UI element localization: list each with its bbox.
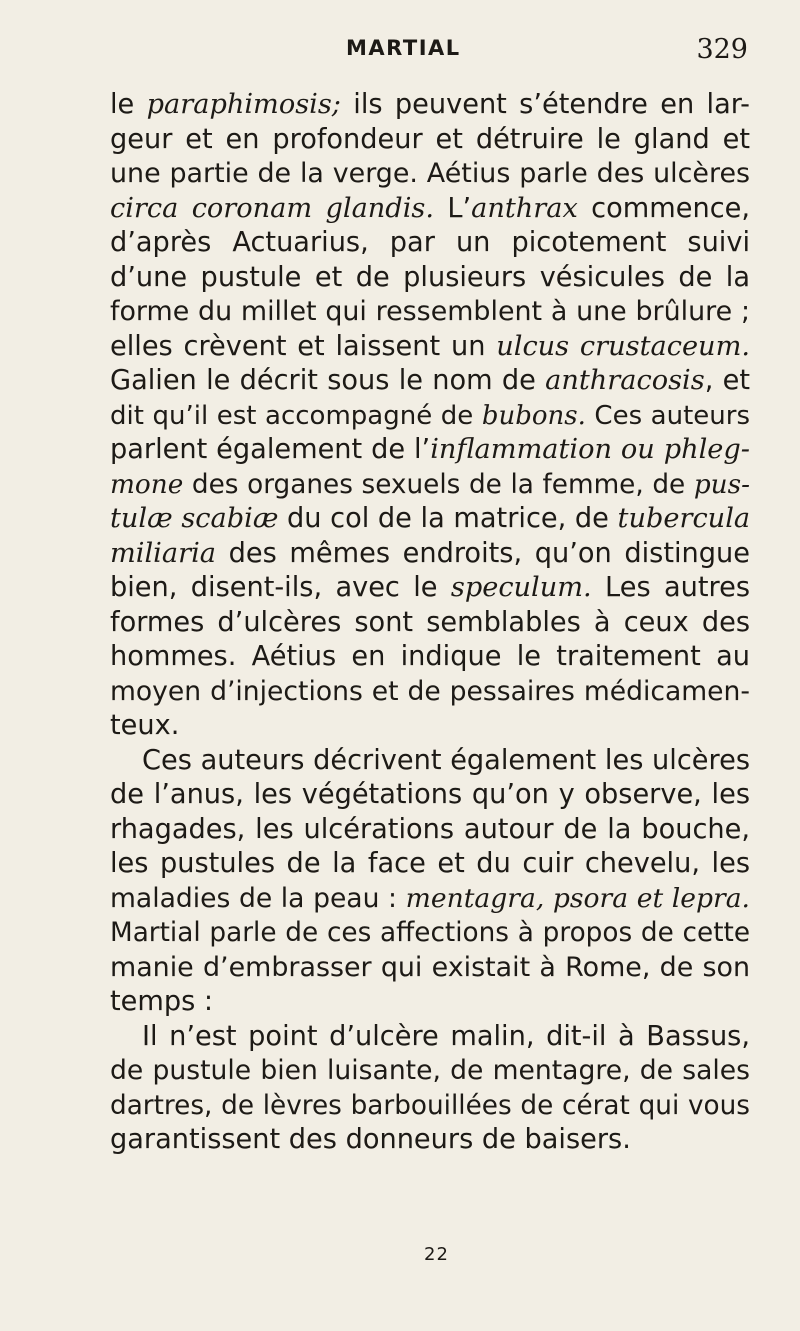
running-head: MARTIAL xyxy=(346,36,461,60)
roman-text: Les autres xyxy=(591,572,750,603)
italic-text: pus- xyxy=(693,469,750,500)
roman-text: de pustule bien luisante, de mentagre, de sales xyxy=(110,1055,750,1086)
text-line xyxy=(110,1123,750,1158)
roman-text: commence, xyxy=(577,192,751,224)
text-line xyxy=(110,261,750,296)
roman-text: temps : xyxy=(110,986,214,1017)
text-line xyxy=(110,123,750,158)
roman-text: teux. xyxy=(110,710,180,741)
italic-text: bubons. xyxy=(481,400,586,431)
roman-text: Il n’est point d’ulcère malin, dit-il à Bassus, xyxy=(142,1020,750,1052)
text-line xyxy=(110,330,750,365)
text-line xyxy=(110,1054,750,1089)
roman-text: dit qu’il est accompagné de xyxy=(110,400,482,431)
roman-text: les pustules de la face et du cuir chevelu, les xyxy=(110,848,750,879)
text-line xyxy=(110,882,750,917)
roman-text: parlent également de l’ xyxy=(110,434,431,465)
text-line xyxy=(110,226,750,261)
roman-text: formes d’ulcères sont semblables à ceux des xyxy=(110,606,750,638)
italic-text: speculum. xyxy=(450,572,592,603)
text-line xyxy=(110,640,750,675)
italic-text: tubercula xyxy=(617,503,751,534)
text-line xyxy=(110,606,750,641)
roman-text: manie d’embrasser qui existait à Rome, de son xyxy=(110,951,750,983)
text-line xyxy=(110,847,750,882)
text-line xyxy=(110,985,750,1020)
roman-text: Ces auteurs décrivent également les ulcères xyxy=(142,744,750,776)
roman-text: du col de la matrice, de xyxy=(278,503,618,534)
italic-text: tulæ scabiæ xyxy=(110,503,279,534)
roman-text: forme du millet qui ressemblent à une brûlure ; xyxy=(110,296,750,327)
text-line xyxy=(110,502,750,537)
roman-text: des organes sexuels de la femme, de xyxy=(183,469,694,500)
roman-text: geur et en profondeur et détruire le gland et xyxy=(110,123,750,155)
text-line xyxy=(110,778,750,813)
text-line xyxy=(110,399,750,434)
text-line xyxy=(110,1089,750,1124)
roman-text: Martial parle de ces affections à propos de cette xyxy=(110,918,750,948)
text-line xyxy=(110,537,750,572)
signature-mark: 22 xyxy=(424,1244,449,1265)
italic-text: inflammation ou phleg- xyxy=(430,434,750,465)
roman-text: Galien le décrit sous le nom de xyxy=(110,365,546,396)
italic-text: circa coronam glandis. xyxy=(110,192,434,224)
roman-text: ils peuvent s’étendre en lar- xyxy=(340,89,750,120)
roman-text: dartres, de lèvres barbouillées de cérat qui vous xyxy=(110,1090,750,1121)
roman-text: de l’anus, les végétations qu’on y observe, les xyxy=(110,779,750,810)
roman-text: d’une pustule et de plusieurs vésicules de la xyxy=(110,261,750,293)
roman-text: d’après Actuarius, par un picotement suivi xyxy=(110,227,750,258)
roman-text: hommes. Aétius en indique le traitement au xyxy=(110,641,750,672)
roman-text: le xyxy=(110,89,147,120)
italic-text: miliaria xyxy=(110,537,216,569)
text-line xyxy=(110,364,750,399)
italic-text: anthrax xyxy=(471,192,578,224)
roman-text: moyen d’injections et de pessaires médicamen- xyxy=(110,675,750,707)
italic-text: paraphimosis; xyxy=(146,89,341,120)
text-line xyxy=(110,1020,750,1055)
italic-text: ulcus crustaceum. xyxy=(496,330,750,362)
text-line xyxy=(110,433,750,468)
italic-text: anthracosis xyxy=(545,365,705,396)
text-line xyxy=(110,157,750,192)
italic-text: mone xyxy=(110,469,184,500)
page-number: 329 xyxy=(696,34,748,65)
roman-text: L’ xyxy=(434,192,472,224)
roman-text: , et xyxy=(704,365,751,396)
roman-text: Ces auteurs xyxy=(585,400,750,431)
text-line xyxy=(110,951,750,986)
roman-text: une partie de la verge. Aétius parle des ulcères xyxy=(110,158,750,189)
roman-text: garantissent des donneurs de baisers. xyxy=(110,1124,631,1155)
roman-text: maladies de la peau : xyxy=(110,882,406,914)
page-header xyxy=(110,36,750,72)
roman-text: elles crèvent et laissent un xyxy=(110,330,497,362)
text-line xyxy=(110,813,750,848)
text-line xyxy=(110,88,750,123)
roman-text: rhagades, les ulcérations autour de la bouche, xyxy=(110,813,750,845)
text-line xyxy=(110,744,750,779)
text-line xyxy=(110,675,750,710)
text-line xyxy=(110,295,750,330)
text-line xyxy=(110,468,750,503)
italic-text: mentagra, psora et lepra. xyxy=(405,882,751,914)
body-text xyxy=(110,88,750,1158)
text-line xyxy=(110,709,750,744)
text-line xyxy=(110,571,750,606)
roman-text: des mêmes endroits, qu’on distingue xyxy=(215,537,750,569)
text-line xyxy=(110,916,750,951)
text-line xyxy=(110,192,750,227)
roman-text: bien, disent-ils, avec le xyxy=(110,572,451,603)
